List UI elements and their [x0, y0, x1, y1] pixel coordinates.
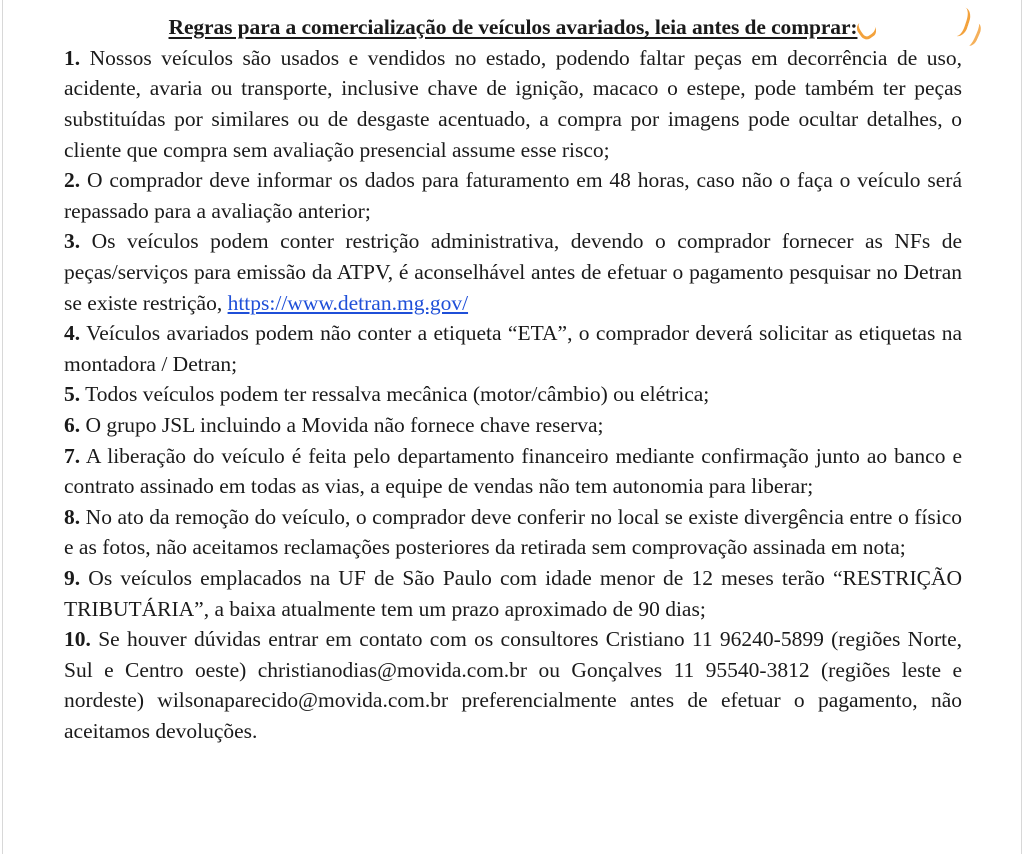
rule-number-7: 7.: [64, 443, 81, 468]
rule-item-7: [64, 441, 962, 502]
rule-text-1: Nossos veículos são usados e vendidos no estado, podendo faltar peças em decorrência de uso, acidente, avaria ou transporte, inclusive chave de ignição, macaco o estepe, pode também ter peças substituídas por similares ou de desgaste acentuado, a compra por imagens pode ocultar detalhes, o cliente que compra sem avaliação presencial assume esse risco;: [64, 45, 962, 162]
rule-text-7: A liberação do veículo é feita pelo departamento financeiro mediante confirmação junto ao banco e contrato assinado em todas as vias, a equipe de vendas não tem autonomia para liberar;: [64, 443, 962, 499]
rule-item-10: [64, 624, 962, 746]
rule-text-4: Veículos avariados podem não conter a etiqueta “ETA”, o comprador deverá solicitar as etiquetas na montadora / Detran;: [64, 321, 962, 376]
rule-number-3: 3.: [64, 229, 81, 254]
rule-text-5: Todos veículos podem ter ressalva mecânica (motor/câmbio) ou elétrica;: [85, 382, 710, 407]
rule-number-9: 9.: [64, 565, 81, 590]
rule-number-6: 6.: [64, 413, 81, 437]
rule-text-10: Se houver dúvidas entrar em contato com os consultores Cristiano 11 96240-5899 (regiões Norte, Sul e Centro oeste) christianodias@movida.com.br ou Gonçalves 11 95540-3812 (regiões leste e nordeste) wilsonaparecido@movida.com.br preferencialmente antes de efetuar o pagamento, não aceitamos devoluções.: [64, 627, 962, 743]
rule-item-5: [64, 379, 962, 410]
rule-text-6: O grupo JSL incluindo a Movida não fornece chave reserva;: [85, 413, 604, 437]
detran-link[interactable]: https://www.detran.mg.gov/: [227, 290, 469, 315]
rule-item-6: [64, 410, 962, 441]
rule-number-5: 5.: [64, 382, 81, 407]
rule-text-8: No ato da remoção do veículo, o comprador deve conferir no local se existe divergência entre o físico e as fotos, não aceitamos reclamações posteriores da retirada sem comprovação assinada em nota;: [64, 504, 962, 560]
rule-item-9: [64, 563, 962, 624]
rule-item-2: [64, 165, 962, 226]
rule-item-8: [64, 502, 962, 563]
rule-text-2: O comprador deve informar os dados para faturamento em 48 horas, caso não o faça o veículo será repassado para a avaliação anterior;: [64, 168, 962, 223]
rule-number-4: 4.: [64, 321, 81, 346]
rule-item-3: [64, 226, 962, 318]
rule-text-9: Os veículos emplacados na UF de São Paulo com idade menor de 12 meses terão “RESTRIÇÃO TRIBUTÁRIA”, a baixa atualmente tem um prazo aproximado de 90 dias;: [64, 565, 962, 621]
rule-text-3: Os veículos podem conter restrição administrativa, devendo o comprador fornecer as NFs de peças/serviços para emissão da ATPV, é aconselhável antes de efetuar o pagamento pesquisar no Detran se existe restrição,: [64, 229, 962, 315]
rule-number-8: 8.: [64, 504, 81, 529]
rule-number-10: 10.: [64, 627, 91, 652]
rule-item-4: [64, 318, 962, 379]
rule-item-1: [64, 43, 962, 165]
rule-number-2: 2.: [64, 168, 81, 193]
rule-number-1: 1.: [64, 45, 81, 70]
page-title: Regras para a comercialização de veículos avariados, leia antes de comprar:: [168, 15, 858, 39]
